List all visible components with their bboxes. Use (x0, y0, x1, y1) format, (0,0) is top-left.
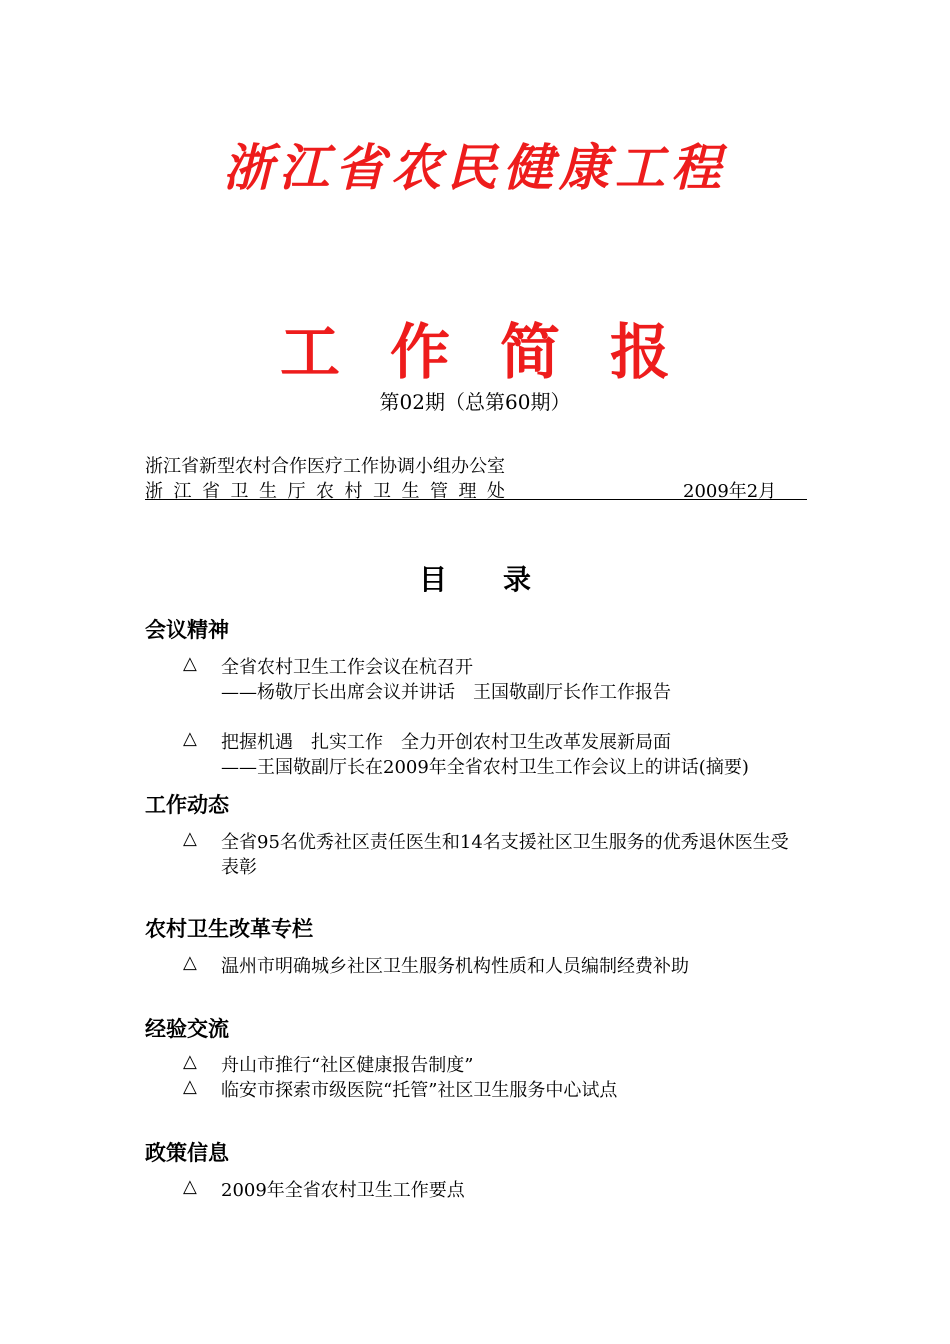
toc-entry-title[interactable]: 全省95名优秀社区责任医生和14名支援社区卫生服务的优秀退休医生受 (221, 832, 789, 853)
triangle-marker-icon: △ (183, 1176, 197, 1197)
toc-entry-subtitle: ——杨敬厅长出席会议并讲话 王国敬副厅长作工作报告 (221, 682, 671, 703)
triangle-marker-icon: △ (183, 1051, 197, 1072)
toc-entry-title[interactable]: 把握机遇 扎实工作 全力开创农村卫生改革发展新局面 (221, 732, 671, 753)
toc-entry-title[interactable]: 温州市明确城乡社区卫生服务机构性质和人员编制经费补助 (221, 956, 689, 977)
toc-entry-title[interactable]: 舟山市推行“社区健康报告制度” (221, 1055, 474, 1076)
triangle-marker-icon: △ (183, 728, 197, 749)
toc-entry-title[interactable]: 全省农村卫生工作会议在杭召开 (221, 657, 473, 678)
triangle-marker-icon: △ (183, 828, 197, 849)
section-heading: 农村卫生改革专栏 (145, 917, 313, 941)
banner-title: 浙江省农民健康工程 (223, 139, 727, 197)
issuing-org-2: 浙江省卫生厅农村卫生管理处 (145, 481, 516, 502)
triangle-marker-icon: △ (183, 1076, 197, 1097)
issue-date: 2009年2月 (683, 481, 777, 502)
header-divider (145, 499, 807, 500)
section-heading: 政策信息 (145, 1141, 229, 1165)
issuing-org-1: 浙江省新型农村合作医疗工作协调小组办公室 (145, 456, 505, 477)
toc-entry-title[interactable]: 临安市探索市级医院“托管”社区卫生服务中心试点 (221, 1080, 618, 1101)
toc-entry-subtitle: ——王国敬副厅长在2009年全省农村卫生工作会议上的讲话(摘要) (221, 757, 749, 778)
triangle-marker-icon: △ (183, 653, 197, 674)
triangle-marker-icon: △ (183, 952, 197, 973)
section-heading: 工作动态 (145, 793, 229, 817)
issue-number: 第02期（总第60期） (379, 390, 571, 414)
toc-entry-title[interactable]: 2009年全省农村卫生工作要点 (221, 1180, 465, 1201)
toc-title: 目录 (418, 563, 587, 596)
section-heading: 经验交流 (145, 1017, 229, 1041)
section-heading: 会议精神 (145, 618, 229, 642)
toc-entry-continuation: 表彰 (221, 857, 257, 878)
bulletin-title: 工作简报 (280, 318, 720, 388)
